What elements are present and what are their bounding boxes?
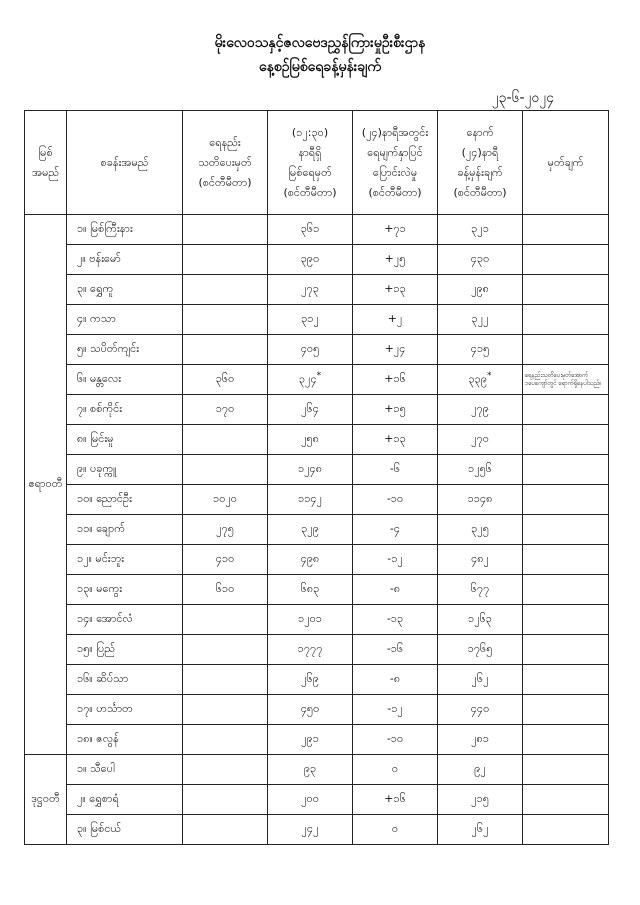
forecast-cell: [438, 455, 523, 485]
forecast-cell: [438, 365, 523, 395]
forecast-cell-text: ၂၇၀: [471, 431, 489, 445]
table-row: [25, 335, 609, 365]
remarks-cell: [523, 455, 609, 485]
danger-level-cell: [183, 245, 268, 275]
forecast-cell-text: ၉၂: [474, 761, 486, 775]
current-level-cell-text: ၃၉၀: [300, 251, 320, 265]
station-cell-text: ၁၃။ မကွေး: [77, 581, 123, 595]
remarks-cell: [523, 515, 609, 545]
danger-level-cell: [183, 725, 268, 755]
change-cell: [353, 815, 438, 845]
current-level-cell-text: ၂၄၂: [301, 821, 319, 835]
station-cell: [67, 635, 183, 665]
station-cell-text: ၆။ မန္တလေး: [77, 371, 122, 385]
danger-level-cell: [183, 755, 268, 785]
remarks-cell: [523, 695, 609, 725]
station-cell-text: ၁၅။ ပြည်: [77, 641, 115, 655]
current-level-cell: [268, 425, 353, 455]
remarks-cell: [523, 245, 609, 275]
station-cell: [67, 425, 183, 455]
station-cell-text: ၂။ ရွှေစာရံ: [77, 791, 119, 805]
remarks-cell: [523, 755, 609, 785]
station-cell: [67, 455, 183, 485]
forecast-cell: [438, 785, 523, 815]
table-row: [25, 485, 609, 515]
current-level-cell: [268, 275, 353, 305]
change-cell: [353, 425, 438, 455]
danger-level-cell: [183, 695, 268, 725]
current-level-cell: [268, 215, 353, 245]
danger-level-cell: [183, 455, 268, 485]
table-row: [25, 215, 609, 245]
forecast-cell: [438, 755, 523, 785]
station-cell: [67, 755, 183, 785]
current-level-cell: [268, 305, 353, 335]
table-row: [25, 695, 609, 725]
station-cell: [67, 245, 183, 275]
forecast-cell-text: ၂၁၅: [471, 791, 489, 805]
table-row: [25, 665, 609, 695]
table-row: [25, 245, 609, 275]
forecast-cell-text: ၄၃၀: [470, 251, 490, 265]
forecast-cell-text: ၃၃၉: [468, 372, 488, 386]
header-river: မြစ် အမည်: [25, 111, 67, 215]
station-cell-text: ၉။ ပခုက္ကူ: [77, 461, 117, 475]
change-cell-text: +၁၅: [384, 401, 406, 415]
station-cell: [67, 605, 183, 635]
forecast-cell: [438, 665, 523, 695]
current-level-cell-text: ၃၂၉: [301, 521, 319, 535]
change-cell-text: -၁၂: [387, 551, 403, 565]
current-level-cell-text: ၁၇၇၇: [297, 641, 323, 655]
page-title: မိုးလေဝသနှင့်ဇလဗေဒညွှန်ကြားမှုဦးစီးဌာန: [214, 35, 426, 51]
change-cell: [353, 455, 438, 485]
change-cell-text: +၁၆: [384, 791, 406, 805]
current-level-cell: [268, 545, 353, 575]
danger-level-cell-text: ၄၁၀: [215, 551, 235, 565]
table-row: [25, 365, 609, 395]
table-row: [25, 395, 609, 425]
danger-level-cell: [183, 575, 268, 605]
station-cell: [67, 695, 183, 725]
station-cell-text: ၁၆။ ဆိပ်သာ: [77, 671, 129, 685]
current-level-cell: [268, 785, 353, 815]
current-level-cell-text: ၂၇၃: [301, 281, 319, 295]
station-cell: [67, 785, 183, 815]
current-level-cell: [268, 695, 353, 725]
forecast-cell: [438, 275, 523, 305]
change-cell-text: -၄: [389, 521, 401, 535]
forecast-cell-text: ၂၉၈: [471, 281, 489, 295]
table-row: [25, 305, 609, 335]
remarks-cell: [523, 305, 609, 335]
station-cell-text: ၈။ မြင်းမူ: [77, 431, 114, 445]
remarks-cell: [523, 575, 609, 605]
remarks-cell: [523, 635, 609, 665]
current-level-cell: [268, 575, 353, 605]
danger-level-cell-text: ၁၀၂၀: [213, 491, 237, 505]
forecast-cell-text: ၁၁၄၈: [467, 491, 493, 505]
change-cell: [353, 755, 438, 785]
change-cell-text: -၈: [389, 581, 401, 595]
header-remarks: မှတ်ချက်: [523, 111, 609, 215]
forecast-cell: [438, 485, 523, 515]
current-level-cell-text: ၂၅၈: [301, 431, 319, 445]
remarks-cell: [523, 215, 609, 245]
header-danger-level: ရေနည်း သတိပေးမှတ် (စင်တီမီတာ): [183, 111, 268, 215]
station-cell-text: ၁။ မြစ်ကြီးနား: [77, 221, 133, 235]
forecast-cell: [438, 335, 523, 365]
change-cell-text: ၀: [391, 821, 399, 835]
station-cell: [67, 815, 183, 845]
table-row: [25, 545, 609, 575]
danger-level-cell: [183, 425, 268, 455]
forecast-cell: [438, 815, 523, 845]
change-cell: [353, 575, 438, 605]
station-cell-text: ၅။ သပိတ်ကျင်း: [77, 341, 140, 355]
remarks-cell: [523, 725, 609, 755]
remarks-cell-text: ရေနည်းသတိပေးမှတ်အောက် ၁ပေကျော်တွင် ရောက်ရှိနေပါသည်။: [525, 371, 602, 387]
station-cell: [67, 515, 183, 545]
danger-level-cell: [183, 665, 268, 695]
station-cell-text: ၁၈။ ဇလွန်: [77, 731, 119, 745]
change-cell-text: ၀: [391, 761, 399, 775]
page-subtitle: နေ့စဉ်မြစ်ရေခန့်မှန်းချက်: [258, 59, 382, 75]
forecast-cell-text: ၁၂၅၆: [468, 461, 492, 475]
station-cell-text: ၂။ ဗန်းမော်: [77, 251, 121, 265]
station-cell: [67, 305, 183, 335]
change-cell: [353, 275, 438, 305]
current-level-cell-text: ၂၆၄: [301, 401, 319, 415]
change-cell-text: +၂: [387, 311, 403, 325]
change-cell: [353, 245, 438, 275]
table-row: [25, 815, 609, 845]
table-row: [25, 785, 609, 815]
current-level-cell: [268, 755, 353, 785]
forecast-cell-text: ၁၇၆၅: [467, 641, 493, 655]
current-level-cell-text: ၂၉၁: [301, 731, 319, 745]
footnote-mark: *: [487, 370, 492, 381]
header-change: (၂၄)နာရီအတွင်း ရေမျက်နှာပြင် ပြောင်းလဲမှု (စင်တီမီတာ): [353, 111, 438, 215]
current-level-cell-text: ၃၆၁: [300, 221, 320, 235]
change-cell-text: +၁၃: [384, 281, 406, 295]
forecast-cell: [438, 575, 523, 605]
danger-level-cell: [183, 515, 268, 545]
station-cell-text: ၇။ စစ်ကိုင်း: [77, 401, 123, 415]
danger-level-cell: [183, 365, 268, 395]
current-level-cell-text: ၂၆၉: [301, 671, 319, 685]
remarks-cell: [523, 545, 609, 575]
header-current-level: (၁၂:၃၀) နာရီရှိ မြစ်ရေမှတ် (စင်တီမီတာ): [268, 111, 353, 215]
table-row: [25, 455, 609, 485]
danger-level-cell: [183, 275, 268, 305]
station-cell: [67, 215, 183, 245]
river-name-cell: ဧရာဝတီ: [25, 215, 67, 755]
forecast-cell: [438, 695, 523, 725]
change-cell: [353, 485, 438, 515]
forecast-cell-text: ၁၂၆၃: [468, 611, 492, 625]
current-level-cell: [268, 665, 353, 695]
table-row: [25, 635, 609, 665]
change-cell-text: +၇၁: [384, 221, 406, 235]
change-cell-text: -၆: [389, 461, 401, 475]
danger-level-cell: [183, 815, 268, 845]
danger-level-cell: [183, 305, 268, 335]
danger-level-cell-text: ၁၇၀: [215, 401, 235, 415]
change-cell: [353, 785, 438, 815]
danger-level-cell: [183, 215, 268, 245]
current-level-cell: [268, 395, 353, 425]
forecast-cell: [438, 515, 523, 545]
forecast-cell: [438, 635, 523, 665]
current-level-cell: [268, 245, 353, 275]
station-cell-text: ၁၀။ ညောင်ဦး: [77, 491, 132, 505]
table-row: [25, 425, 609, 455]
change-cell-text: +၁၃: [384, 431, 406, 445]
forecast-cell-text: ၄၄၀: [470, 701, 490, 715]
river-name-cell: ဒုဋ္ဌဝတီ: [25, 755, 67, 845]
remarks-cell: [523, 365, 609, 395]
danger-level-cell-text: ၃၆၀: [215, 371, 235, 385]
station-cell: [67, 725, 183, 755]
remarks-cell: [523, 665, 609, 695]
remarks-cell: [523, 425, 609, 455]
station-cell: [67, 275, 183, 305]
forecast-cell-text: ၂၈၁: [471, 731, 489, 745]
station-cell-text: ၄။ ကသာ: [77, 311, 116, 325]
station-cell: [67, 485, 183, 515]
change-cell: [353, 335, 438, 365]
forecast-cell: [438, 605, 523, 635]
change-cell: [353, 515, 438, 545]
table-row: [25, 755, 609, 785]
station-cell: [67, 365, 183, 395]
station-cell: [67, 575, 183, 605]
current-level-cell-text: ၃၁၂: [301, 311, 319, 325]
current-level-cell-text: ၁၁၄၂: [298, 491, 322, 505]
remarks-cell: [523, 395, 609, 425]
remarks-cell: [523, 275, 609, 305]
forecast-cell-text: ၄၁၅: [470, 341, 490, 355]
station-cell-text: ၃။ မြစ်ငယ်: [77, 821, 122, 835]
change-cell-text: +၁၆: [384, 371, 406, 385]
forecast-cell: [438, 545, 523, 575]
danger-level-cell: [183, 395, 268, 425]
change-cell-text: -၁၀: [386, 491, 404, 505]
station-cell-text: ၁၂။ မင်းဘူး: [77, 551, 124, 565]
current-level-cell: [268, 725, 353, 755]
change-cell: [353, 725, 438, 755]
current-level-cell-text: ၁၂၄၈: [297, 461, 323, 475]
station-cell: [67, 395, 183, 425]
station-cell-text: ၁။ သီပေါ: [77, 761, 115, 775]
change-cell: [353, 665, 438, 695]
station-cell-text: ၁၁။ ချောက်: [77, 521, 125, 535]
forecast-cell-text: ၃၂၂: [471, 311, 489, 325]
station-cell-text: ၁၄။ အောင်လံ: [77, 611, 133, 625]
river-level-table: [24, 110, 609, 845]
change-cell: [353, 605, 438, 635]
change-cell: [353, 635, 438, 665]
forecast-cell-text: ၂၇၉: [471, 401, 489, 415]
current-level-cell-text: ၄၉၈: [300, 551, 320, 565]
table-row: [25, 575, 609, 605]
change-cell-text: -၁၃: [386, 611, 404, 625]
forecast-cell-text: ၂၆၂: [471, 671, 489, 685]
danger-level-cell: [183, 545, 268, 575]
current-level-cell-text: ၉၃: [303, 761, 317, 775]
current-level-cell: [268, 515, 353, 545]
station-cell-text: ၁၇။ ဟင်္သာတ: [77, 701, 133, 715]
forecast-cell: [438, 395, 523, 425]
danger-level-cell-text: ၂၇၅: [216, 521, 234, 535]
current-level-cell-text: ၁၂၀၁: [298, 611, 322, 625]
forecast-cell: [438, 305, 523, 335]
danger-level-cell: [183, 635, 268, 665]
forecast-cell: [438, 245, 523, 275]
table-row: [25, 725, 609, 755]
forecast-cell: [438, 215, 523, 245]
forecast-cell-text: ၂၆၂: [471, 821, 489, 835]
danger-level-cell-text: ၆၁၀: [215, 581, 235, 595]
footnote-mark: *: [316, 370, 322, 381]
change-cell: [353, 365, 438, 395]
current-level-cell: [268, 335, 353, 365]
current-level-cell: [268, 605, 353, 635]
current-level-cell-text: ၃၂၄: [298, 372, 317, 386]
table-row: [25, 275, 609, 305]
danger-level-cell: [183, 605, 268, 635]
table-row: [25, 605, 609, 635]
change-cell-text: +၂၅: [384, 251, 406, 265]
change-cell: [353, 305, 438, 335]
table-row: [25, 515, 609, 545]
forecast-cell-text: ၃၂၁: [471, 221, 489, 235]
station-cell: [67, 545, 183, 575]
table-header-row: [25, 111, 609, 215]
danger-level-cell: [183, 485, 268, 515]
change-cell: [353, 395, 438, 425]
forecast-cell: [438, 725, 523, 755]
current-level-cell-text: ၄၅၀: [300, 701, 320, 715]
remarks-cell: [523, 335, 609, 365]
danger-level-cell: [183, 785, 268, 815]
change-cell-text: -၈: [389, 671, 401, 685]
station-cell-text: ၃။ ရွှေကူ: [77, 281, 114, 295]
current-level-cell: [268, 455, 353, 485]
change-cell-text: -၁၀: [386, 731, 404, 745]
forecast-cell-text: ၆၇၇: [470, 581, 490, 595]
current-level-cell-text: ၂၀၀: [301, 791, 319, 805]
station-cell: [67, 335, 183, 365]
remarks-cell: [523, 485, 609, 515]
current-level-cell: [268, 635, 353, 665]
current-level-cell: [268, 815, 353, 845]
change-cell: [353, 215, 438, 245]
change-cell-text: -၁၆: [386, 641, 404, 655]
current-level-cell-text: ၄၀၅: [300, 341, 320, 355]
change-cell: [353, 545, 438, 575]
current-level-cell: [268, 365, 353, 395]
remarks-cell: [523, 785, 609, 815]
change-cell-text: -၁၂: [387, 701, 403, 715]
forecast-cell-text: ၃၂၅: [471, 521, 489, 535]
change-cell-text: +၂၄: [384, 341, 406, 355]
current-level-cell: [268, 485, 353, 515]
change-cell: [353, 695, 438, 725]
remarks-cell: [523, 605, 609, 635]
station-cell: [67, 665, 183, 695]
report-date: ၂၃-၆-၂၀၂၄: [491, 90, 554, 106]
header-station: စခန်းအမည်: [67, 111, 183, 215]
forecast-cell-text: ၄၈၂: [471, 551, 489, 565]
forecast-cell: [438, 425, 523, 455]
danger-level-cell: [183, 335, 268, 365]
current-level-cell-text: ၆၈၃: [300, 581, 320, 595]
header-forecast: နောက် (၂၄)နာရီ ခန့်မှန်းချက် (စင်တီမီတာ): [438, 111, 523, 215]
remarks-cell: [523, 815, 609, 845]
